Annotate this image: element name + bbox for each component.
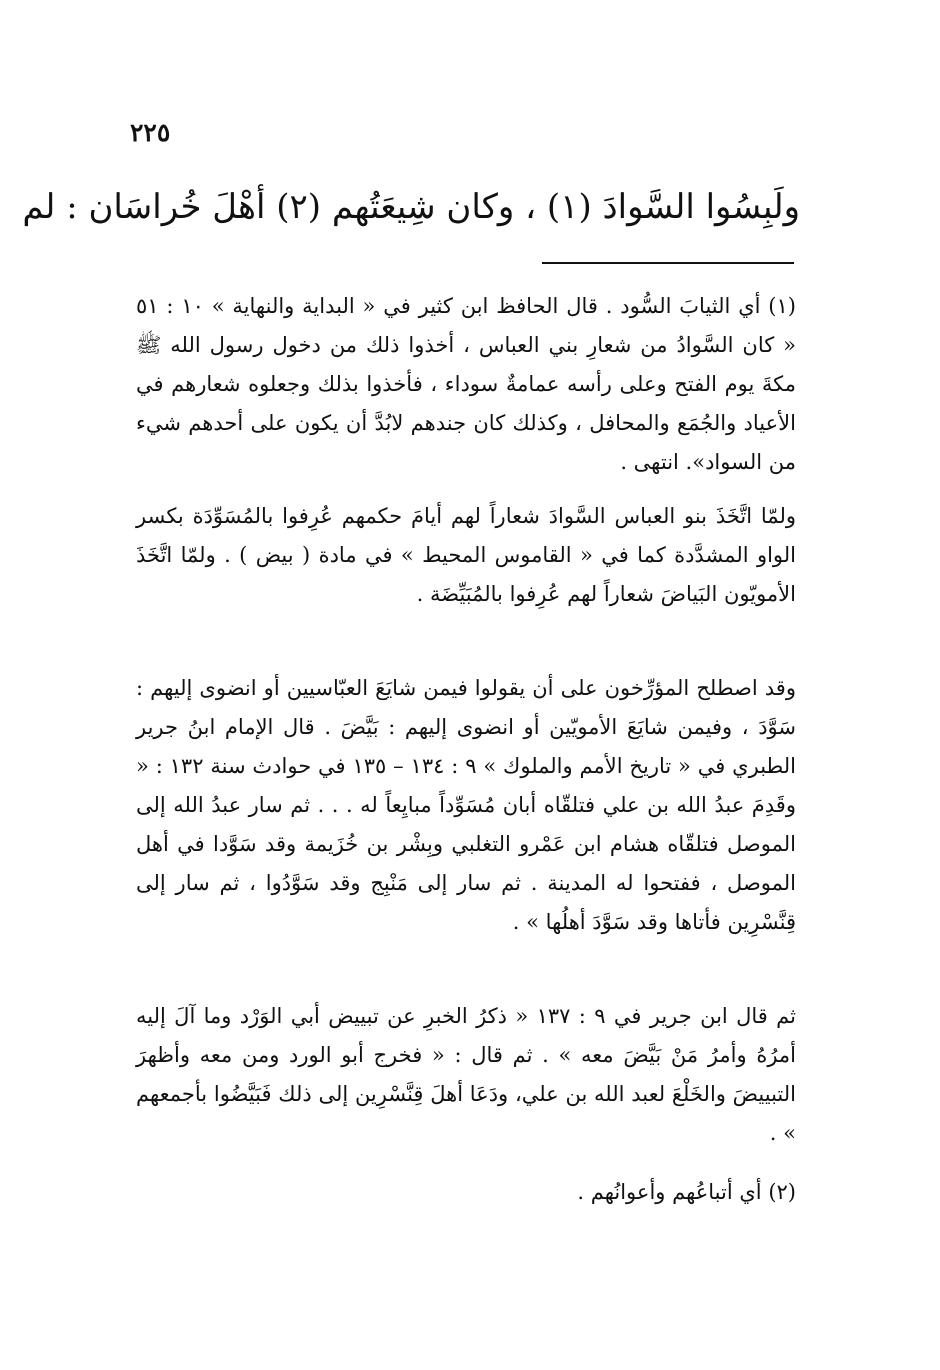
footnote-paragraph-2: ولمّا اتَّخَذَ بنو العباس السَّوادَ شعاراً لهم أيامَ حكمهم عُرِفوا بالمُسَوِّدَة بكسر الواو المشدَّدة كما في « القاموس المحيط » في مادة ( بيض ) . ولمّا اتَّخَذَ الأمويّون البَياضَ شعاراً لهم عُرِفوا بالمُبَيِّضَة .: [136, 504, 796, 606]
footnote-paragraph-4: ثم قال ابن جرير في ٩ : ١٣٧ « ذكرُ الخبرِ عن تبييض أبي الوَرْد وما آلَ إليه أمرُهُ وأمرُ مَنْ بَيَّضَ معه » . ثم قال : « فخرج أبو الورد ومن معه وأظهرَ التبييضَ والخَلْعَ لعبد الله بن علي، ودَعَا أهلَ قِنَّسْرِين إلى ذلك فَبَيَّضُوا بأجمعهم » .: [136, 1004, 796, 1145]
footnote-separator: [542, 262, 794, 264]
footnote-2: (٢) أي أتباعُهم وأعوانُهم .: [577, 1180, 796, 1204]
page-number: ٢٢٥: [130, 118, 171, 147]
footnote-paragraph-3: وقد اصطلح المؤرِّخون على أن يقولوا فيمن شايَعَ العبّاسيين أو انضوى إليهم : سَوَّدَ ، وفيمن شايَعَ الأمويّين أو انضوى إليهم : بَيَّضَ . قال الإمام ابنُ جرير الطبري في « تاريخ الأمم والملوك » ٩ : ١٣٤ – ١٣٥ في حوادث سنة ١٣٢ : « وقَدِمَ عبدُ الله بن علي فتلقّاه أبان مُسَوِّداً مبايِعاً له . . . ثم سار عبدُ الله إلى الموصل فتلقّاه هشام ابن عَمْرو التغلبي وبِشْر بن خُزَيمة وقد سَوَّدا في أهل الموصل ، ففتحوا له المدينة . ثم سار إلى مَنْبِج وقد سَوَّدُوا ، ثم سار إلى قِنَّسْرِين فأتاها وقد سَوَّدَ أهلُها » .: [136, 676, 796, 934]
footnote-1: (١) أي الثيابَ السُّود . قال الحافظ ابن كثير في « البداية والنهاية » ١٠ : ٥١ « كان السَّوادُ من شعارِ بني العباس ، أخذوا ذلك من دخول رسول الله ﷺ مكةَ يوم الفتح وعلى رأسه عمامةٌ سوداء ، فأخذوا بذلك وجعلوه شعارهم في الأعياد والجُمَع والمحافل ، وكذلك كان جندهم لابُدَّ أن يكون على أحدهم شيء من السواد». انتهى .: [136, 294, 796, 474]
main-text-line: ولَبِسُوا السَّوادَ (١) ، وكان شِيعَتُهم (٢) أهْلَ خُراسَان : لم: [22, 187, 800, 227]
